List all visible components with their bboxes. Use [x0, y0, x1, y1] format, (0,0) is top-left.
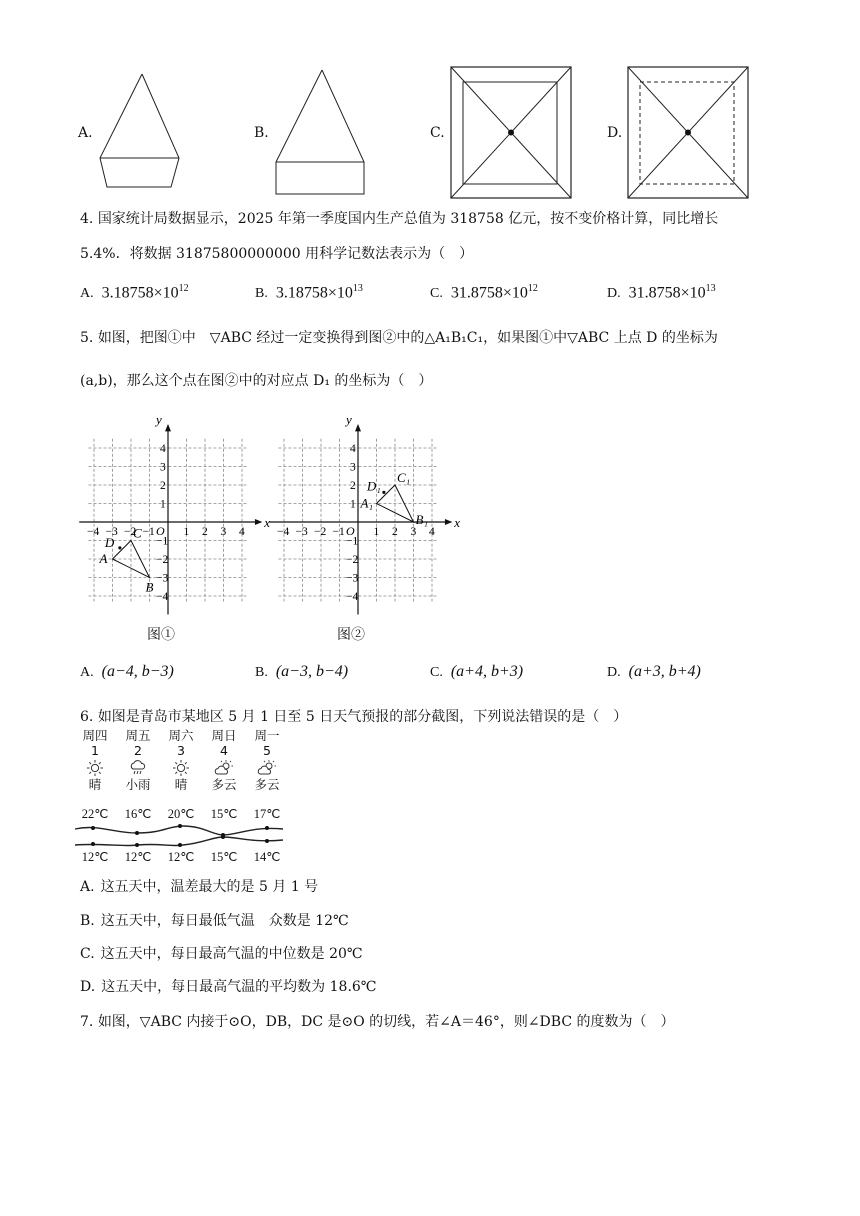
- weather-high: 17℃: [253, 807, 281, 821]
- q4-option-d-letter: D.: [607, 286, 621, 302]
- q4-option-c-exp: 12: [527, 283, 538, 294]
- q6-option-b-letter: B.: [80, 913, 95, 929]
- q3-option-c-label: C.: [430, 125, 445, 141]
- rain-cloud-icon: [116, 758, 160, 777]
- fig1-origin: O: [156, 524, 165, 538]
- q6-stem: [80, 706, 627, 726]
- fig1-y-tick: −4: [156, 591, 169, 603]
- partly-cloudy-icon: [202, 758, 246, 777]
- q5-number: 5.: [80, 330, 94, 346]
- q6-temperature-lines: [73, 823, 288, 863]
- q6-option-a-letter: A.: [80, 879, 95, 895]
- fig1-y-tick: −3: [156, 572, 169, 585]
- q5-option-a-letter: A.: [80, 665, 94, 680]
- q6-option-c-text: 这五天中，每日最高气温的中位数是 20℃: [100, 946, 363, 962]
- q5-option-b-letter: B.: [255, 665, 268, 680]
- fig2-y-tick: −3: [346, 572, 359, 585]
- q6-option-c: [80, 943, 363, 963]
- q3-option-a-label: A.: [78, 125, 93, 141]
- fig1-x-tick: 1: [183, 526, 190, 538]
- q4-option-d-text: 31.8758×10: [628, 284, 706, 302]
- weather-condition: 晴: [174, 777, 188, 792]
- q4-option-d: [607, 283, 716, 302]
- fig2-x-label: x: [454, 515, 460, 530]
- fig2-y-arrow: [355, 424, 361, 431]
- q4-option-a: [80, 283, 189, 302]
- weather-weekday: 周一: [254, 728, 280, 743]
- fig1-y-label: y: [156, 411, 162, 427]
- q6-stem-text: 如图是青岛市某地区 5 月 1 日至 5 日天气预报的部分截图，下列说法错误的是（ ）: [97, 709, 628, 725]
- fig2-y-label: y: [346, 411, 352, 427]
- fig2-x-tick: 3: [410, 526, 417, 538]
- fig1-y-tick: 3: [160, 461, 166, 474]
- fig2-label-c: C₁: [397, 470, 411, 485]
- weather-weekday: 周四: [82, 728, 108, 743]
- fig1-y-tick: −1: [156, 535, 169, 548]
- weather-date: 5: [263, 743, 271, 758]
- weather-high: 15℃: [210, 807, 238, 821]
- fig1-label-d: D: [104, 534, 115, 550]
- fig1-y-tick: 4: [160, 443, 166, 455]
- q6-option-d-text: 这五天中，每日最高气温的平均数为 18.6℃: [101, 979, 377, 995]
- q4-option-c: [430, 283, 538, 302]
- q5-option-b-text: (a−3, b−4): [275, 663, 349, 680]
- q3-figure-b: [274, 68, 374, 193]
- q4-option-a-letter: A.: [80, 286, 94, 302]
- q4-stem-line1: [80, 208, 718, 228]
- weather-date: 3: [177, 743, 185, 758]
- q6-option-b-text: 这五天中，每日最低气温 众数是 12℃: [100, 913, 349, 929]
- q6-number: 6.: [80, 709, 94, 725]
- weather-date: 2: [134, 743, 142, 758]
- q3-figure-d: [627, 66, 751, 200]
- fig1-x-tick: −1: [142, 526, 155, 538]
- sun-icon: [159, 758, 203, 777]
- weather-high: 16℃: [124, 807, 152, 821]
- weather-high: 22℃: [81, 807, 109, 821]
- fig1-x-arrow: [255, 519, 262, 525]
- q5-option-d: [607, 663, 701, 681]
- q3-option-d-label: D.: [607, 125, 623, 141]
- fig2-x-tick: −4: [277, 526, 290, 538]
- weather-date: 1: [91, 743, 99, 758]
- weather-low: 15℃: [210, 850, 238, 864]
- weather-weekday: 周六: [168, 728, 194, 743]
- q5-stem-text1: 如图，把图①中 ▽ABC 经过一定变换得到图②中的△A₁B₁C₁，如果图①中▽ABC 上点 D 的坐标为: [97, 330, 718, 346]
- weather-condition: 多云: [254, 777, 280, 792]
- partly-cloudy-icon: [245, 758, 289, 777]
- q5-stem-line2: (a,b)，那么这个点在图②中的对应点 D₁ 的坐标为（ ）: [80, 373, 433, 389]
- fig1-x-tick: 2: [202, 526, 208, 538]
- weather-weekday: 周日: [211, 728, 237, 743]
- fig1-label-b: B: [145, 579, 154, 595]
- fig1-label-c: C: [133, 525, 142, 541]
- q6-option-a-text: 这五天中，温差最大的是 5 月 1 号: [100, 879, 319, 895]
- q5-option-c: [430, 663, 523, 681]
- q4-option-a-text: 3.18758×10: [101, 284, 179, 302]
- q6-option-d: [80, 976, 376, 996]
- q5-figure-2: [268, 412, 468, 652]
- fig2-origin: O: [346, 524, 355, 538]
- weather-condition: 晴: [88, 777, 102, 792]
- q6-option-a: [80, 876, 318, 896]
- fig2-label-a: A₁: [360, 495, 373, 511]
- q6-option-b: [80, 910, 349, 930]
- q4-option-b-exp: 13: [352, 283, 363, 294]
- weather-day-2: [116, 728, 160, 864]
- fig1-x-tick: −3: [105, 526, 118, 538]
- fig2-x-tick: −3: [295, 526, 308, 538]
- weather-high: 20℃: [167, 807, 195, 821]
- q7-stem-text: 如图，▽ABC 内接于⊙O，DB，DC 是⊙O 的切线，若∠A＝46°，则∠DBC 的度数为（ ）: [97, 1014, 675, 1030]
- q5-option-d-letter: D.: [607, 665, 621, 680]
- fig2-y-tick: 2: [350, 480, 356, 492]
- q6-option-d-letter: D.: [80, 979, 96, 995]
- q3-figure-c: [450, 66, 574, 200]
- q5-figure-1: [78, 412, 278, 652]
- fig1-x-tick: −2: [124, 526, 137, 538]
- q4-option-b-text: 3.18758×10: [275, 284, 353, 302]
- weather-low: 12℃: [167, 850, 195, 864]
- fig1-x-tick: 3: [220, 526, 227, 538]
- fig2-y-tick: −1: [346, 535, 359, 548]
- q4-option-b: [255, 283, 363, 302]
- fig2-x-tick: −1: [332, 526, 345, 538]
- fig2-y-tick: 3: [350, 461, 356, 474]
- weather-low: 14℃: [253, 850, 281, 864]
- q5-option-a: [80, 663, 174, 681]
- weather-low: 12℃: [81, 850, 109, 864]
- q4-option-a-exp: 12: [178, 283, 189, 294]
- fig1-label-a: A: [99, 551, 108, 566]
- q5-stem-line1: [80, 327, 718, 347]
- fig2-x-arrow: [445, 519, 452, 525]
- q5-fig1-caption: 图①: [147, 627, 175, 643]
- weather-day-1: [73, 728, 117, 864]
- fig1-point-d: [118, 546, 121, 549]
- fig2-label-d: D₁: [366, 478, 381, 494]
- fig1-x-tick: 4: [239, 526, 245, 538]
- q5-option-b: [255, 663, 348, 681]
- weather-weekday: 周五: [125, 728, 151, 743]
- q3-option-b-label: B.: [254, 125, 269, 141]
- fig1-y-tick: 1: [160, 498, 166, 511]
- q7-number: 7.: [80, 1014, 94, 1030]
- weather-condition: 小雨: [125, 777, 151, 792]
- q7-stem: [80, 1011, 674, 1031]
- fig2-point-d: [382, 491, 385, 494]
- sun-icon: [73, 758, 117, 777]
- fig2-y-tick: 4: [350, 443, 356, 455]
- fig1-y-tick: 2: [160, 480, 166, 492]
- q5-option-c-letter: C.: [430, 665, 443, 680]
- fig2-y-tick: −2: [346, 554, 359, 566]
- fig1-x-tick: −4: [87, 526, 100, 538]
- q4-number: 4.: [80, 211, 94, 227]
- fig2-x-tick: −2: [314, 526, 327, 538]
- fig2-y-tick: −4: [346, 591, 359, 603]
- q5-option-a-text: (a−4, b−3): [101, 663, 174, 680]
- q5-option-d-text: (a+3, b+4): [628, 663, 701, 680]
- weather-day-3: [159, 728, 203, 864]
- q6-option-c-letter: C.: [80, 946, 95, 962]
- weather-low: 12℃: [124, 850, 152, 864]
- fig1-x-label: x: [264, 515, 270, 530]
- q5-fig2-caption: 图②: [337, 627, 365, 643]
- fig2-x-tick: 2: [392, 526, 398, 538]
- fig1-y-arrow: [165, 424, 171, 431]
- q4-option-b-letter: B.: [255, 286, 268, 302]
- weather-condition: 多云: [211, 777, 237, 792]
- fig2-x-tick: 4: [429, 526, 435, 538]
- q4-option-c-letter: C.: [430, 286, 443, 302]
- weather-day-5: [245, 728, 289, 864]
- q4-stem-line2: 5.4%．将数据 31875800000000 用科学记数法表示为（ ）: [80, 246, 474, 262]
- fig1-y-tick: −2: [156, 554, 169, 566]
- q3-figure-a: [98, 72, 188, 192]
- weather-date: 4: [220, 743, 228, 758]
- q4-stem-text1: 国家统计局数据显示，2025 年第一季度国内生产总值为 318758 亿元，按不变价格计算，同比增长: [97, 211, 719, 227]
- q4-option-d-exp: 13: [705, 283, 716, 294]
- weather-day-4: [202, 728, 246, 864]
- fig2-y-tick: 1: [350, 498, 356, 511]
- fig2-x-tick: 1: [373, 526, 380, 538]
- q5-option-c-text: (a+4, b+3): [450, 663, 524, 680]
- q4-option-c-text: 31.8758×10: [450, 284, 528, 302]
- fig2-label-b: B₁: [415, 512, 428, 527]
